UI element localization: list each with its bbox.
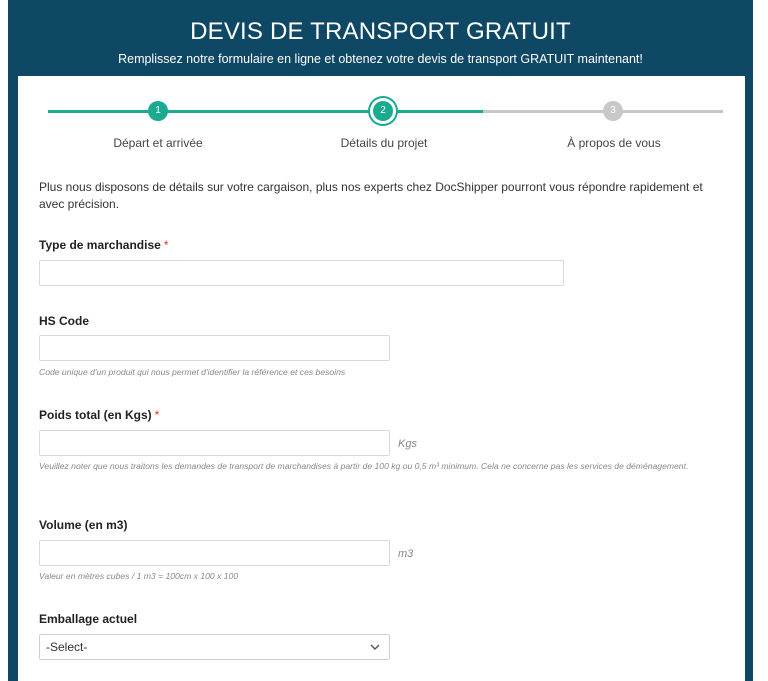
quote-form-container — [8, 0, 753, 681]
hs-code-label: HS Code — [39, 314, 90, 328]
emballage-selected-value: -Select- — [46, 640, 88, 654]
step-1-label: Départ et arrivée — [113, 136, 203, 150]
intro-text: Plus nous disposons de détails sur votre cargaison, plus nos experts chez DocShipper pourront vous répondre rapidement et avec précision. — [39, 180, 703, 211]
poids-input[interactable] — [39, 430, 390, 456]
type-marchandise-label — [39, 238, 169, 252]
poids-unit: Kgs — [398, 438, 417, 450]
step-3-label: À propos de vous — [567, 136, 661, 150]
step-3-indicator[interactable]: 3 — [603, 101, 623, 121]
step-2-label: Détails du projet — [340, 136, 428, 150]
hs-code-help: Code unique d'un produit qui nous permet d'identifier la référence et ces besoins — [39, 367, 346, 377]
chevron-down-icon — [369, 635, 381, 667]
volume-label: Volume (en m3) — [39, 518, 128, 532]
type-marchandise-input[interactable] — [39, 260, 564, 286]
poids-label-text: Poids total (en Kgs) — [39, 408, 152, 422]
step-2-indicator[interactable]: 2 — [373, 101, 393, 121]
required-mark: * — [154, 408, 160, 422]
type-marchandise-label-text: Type de marchandise — [39, 238, 161, 252]
form-subtitle: Remplissez notre formulaire en ligne et obtenez votre devis de transport GRATUIT maintenant! — [118, 52, 643, 66]
form-header — [8, 0, 753, 76]
required-mark: * — [163, 238, 169, 252]
emballage-select[interactable] — [39, 634, 390, 660]
volume-unit: m3 — [398, 548, 414, 560]
step-1-indicator[interactable]: 1 — [148, 101, 168, 121]
form-title: DEVIS DE TRANSPORT GRATUIT — [190, 18, 571, 45]
poids-label — [39, 408, 159, 422]
emballage-label: Emballage actuel — [39, 612, 138, 626]
progress-track-completed — [48, 110, 483, 113]
poids-help: Veuillez noter que nous traitons les demandes de transport de marchandises à partir de 100 kg ou 0,5 m³ minimum. Cela ne concerne pas les services de déménagement. — [39, 461, 689, 471]
hs-code-input[interactable] — [39, 335, 390, 361]
volume-help: Valeur en mètres cubes / 1 m3 = 100cm x 100 x 100 — [39, 571, 239, 581]
form-card — [18, 76, 745, 681]
volume-input[interactable] — [39, 540, 390, 566]
